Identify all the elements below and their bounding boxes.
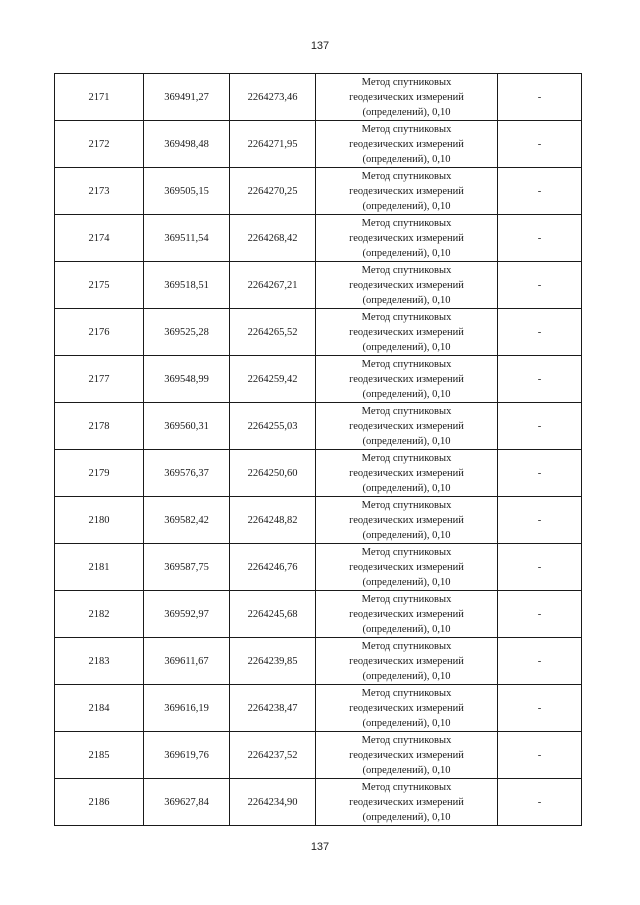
method-line-1: Метод спутниковых xyxy=(361,123,452,135)
note-cell: - xyxy=(498,262,582,309)
y-coordinate-cell: 2264246,76 xyxy=(230,544,316,591)
method-line-1: Метод спутниковых xyxy=(361,781,452,793)
method-line-2: геодезических измерений xyxy=(349,138,464,150)
method-line-1: Метод спутниковых xyxy=(361,264,452,276)
method-line-1: Метод спутниковых xyxy=(361,311,452,323)
point-number-cell: 2181 xyxy=(55,544,144,591)
method-line-2: геодезических измерений xyxy=(349,420,464,432)
method-line-2: геодезических измерений xyxy=(349,561,464,573)
table-row xyxy=(55,215,582,262)
point-number-cell: 2174 xyxy=(55,215,144,262)
table-row xyxy=(55,121,582,168)
y-coordinate-cell: 2264250,60 xyxy=(230,450,316,497)
note-cell: - xyxy=(498,215,582,262)
point-number-cell: 2176 xyxy=(55,309,144,356)
method-line-1: Метод спутниковых xyxy=(361,499,452,511)
point-number-cell: 2175 xyxy=(55,262,144,309)
method-line-3: (определений), 0,10 xyxy=(362,200,451,212)
y-coordinate-cell: 2264248,82 xyxy=(230,497,316,544)
note-cell: - xyxy=(498,779,582,826)
method-line-3: (определений), 0,10 xyxy=(362,106,451,118)
method-line-1: Метод спутниковых xyxy=(361,452,452,464)
method-line-3: (определений), 0,10 xyxy=(362,811,451,823)
method-line-1: Метод спутниковых xyxy=(361,405,452,417)
method-cell xyxy=(316,356,498,403)
x-coordinate-cell: 369611,67 xyxy=(144,638,230,685)
method-cell xyxy=(316,262,498,309)
method-cell xyxy=(316,544,498,591)
method-cell xyxy=(316,215,498,262)
y-coordinate-cell: 2264268,42 xyxy=(230,215,316,262)
point-number-cell: 2186 xyxy=(55,779,144,826)
method-line-1: Метод спутниковых xyxy=(361,546,452,558)
point-number-cell: 2184 xyxy=(55,685,144,732)
method-cell xyxy=(316,309,498,356)
method-line-3: (определений), 0,10 xyxy=(362,576,451,588)
table-row xyxy=(55,544,582,591)
x-coordinate-cell: 369627,84 xyxy=(144,779,230,826)
method-cell xyxy=(316,121,498,168)
note-cell: - xyxy=(498,685,582,732)
method-line-1: Метод спутниковых xyxy=(361,76,452,88)
method-line-2: геодезических измерений xyxy=(349,232,464,244)
table-row xyxy=(55,309,582,356)
method-line-2: геодезических измерений xyxy=(349,796,464,808)
method-line-1: Метод спутниковых xyxy=(361,593,452,605)
point-number-cell: 2177 xyxy=(55,356,144,403)
x-coordinate-cell: 369511,54 xyxy=(144,215,230,262)
point-number-cell: 2180 xyxy=(55,497,144,544)
note-cell: - xyxy=(498,121,582,168)
method-line-2: геодезических измерений xyxy=(349,373,464,385)
method-line-2: геодезических измерений xyxy=(349,279,464,291)
note-cell: - xyxy=(498,497,582,544)
method-cell xyxy=(316,403,498,450)
y-coordinate-cell: 2264234,90 xyxy=(230,779,316,826)
method-line-2: геодезических измерений xyxy=(349,514,464,526)
method-cell xyxy=(316,638,498,685)
method-line-2: геодезических измерений xyxy=(349,326,464,338)
table-row xyxy=(55,74,582,121)
y-coordinate-cell: 2264245,68 xyxy=(230,591,316,638)
method-line-1: Метод спутниковых xyxy=(361,217,452,229)
method-line-1: Метод спутниковых xyxy=(361,687,452,699)
point-number-cell: 2178 xyxy=(55,403,144,450)
point-number-cell: 2183 xyxy=(55,638,144,685)
page-number-bottom: 137 xyxy=(310,841,330,853)
x-coordinate-cell: 369548,99 xyxy=(144,356,230,403)
table-row xyxy=(55,779,582,826)
method-line-3: (определений), 0,10 xyxy=(362,341,451,353)
y-coordinate-cell: 2264237,52 xyxy=(230,732,316,779)
method-cell xyxy=(316,168,498,215)
method-cell xyxy=(316,779,498,826)
method-line-2: геодезических измерений xyxy=(349,467,464,479)
x-coordinate-cell: 369518,51 xyxy=(144,262,230,309)
table-row xyxy=(55,591,582,638)
method-line-2: геодезических измерений xyxy=(349,655,464,667)
note-cell: - xyxy=(498,74,582,121)
method-line-3: (определений), 0,10 xyxy=(362,294,451,306)
x-coordinate-cell: 369491,27 xyxy=(144,74,230,121)
note-cell: - xyxy=(498,450,582,497)
x-coordinate-cell: 369576,37 xyxy=(144,450,230,497)
method-cell xyxy=(316,497,498,544)
coordinates-table xyxy=(54,73,582,826)
note-cell: - xyxy=(498,591,582,638)
note-cell: - xyxy=(498,309,582,356)
method-line-2: геодезических измерений xyxy=(349,608,464,620)
x-coordinate-cell: 369592,97 xyxy=(144,591,230,638)
method-line-2: геодезических измерений xyxy=(349,749,464,761)
method-line-3: (определений), 0,10 xyxy=(362,153,451,165)
y-coordinate-cell: 2264238,47 xyxy=(230,685,316,732)
method-cell xyxy=(316,74,498,121)
method-line-3: (определений), 0,10 xyxy=(362,482,451,494)
method-line-2: геодезических измерений xyxy=(349,91,464,103)
point-number-cell: 2173 xyxy=(55,168,144,215)
method-line-1: Метод спутниковых xyxy=(361,170,452,182)
method-line-3: (определений), 0,10 xyxy=(362,764,451,776)
method-line-3: (определений), 0,10 xyxy=(362,529,451,541)
method-cell xyxy=(316,450,498,497)
method-line-2: геодезических измерений xyxy=(349,702,464,714)
method-cell xyxy=(316,591,498,638)
y-coordinate-cell: 2264259,42 xyxy=(230,356,316,403)
method-line-3: (определений), 0,10 xyxy=(362,670,451,682)
page-number-top: 137 xyxy=(310,40,330,52)
x-coordinate-cell: 369505,15 xyxy=(144,168,230,215)
table-row xyxy=(55,450,582,497)
method-line-2: геодезических измерений xyxy=(349,185,464,197)
table-row xyxy=(55,356,582,403)
coordinates-table-body xyxy=(55,74,582,826)
method-line-1: Метод спутниковых xyxy=(361,734,452,746)
point-number-cell: 2179 xyxy=(55,450,144,497)
method-cell xyxy=(316,732,498,779)
point-number-cell: 2182 xyxy=(55,591,144,638)
method-line-3: (определений), 0,10 xyxy=(362,717,451,729)
note-cell: - xyxy=(498,403,582,450)
y-coordinate-cell: 2264270,25 xyxy=(230,168,316,215)
y-coordinate-cell: 2264239,85 xyxy=(230,638,316,685)
note-cell: - xyxy=(498,356,582,403)
note-cell: - xyxy=(498,544,582,591)
table-row xyxy=(55,685,582,732)
method-line-3: (определений), 0,10 xyxy=(362,435,451,447)
x-coordinate-cell: 369525,28 xyxy=(144,309,230,356)
method-cell xyxy=(316,685,498,732)
y-coordinate-cell: 2264273,46 xyxy=(230,74,316,121)
x-coordinate-cell: 369619,76 xyxy=(144,732,230,779)
table-row xyxy=(55,262,582,309)
table-row xyxy=(55,638,582,685)
method-line-1: Метод спутниковых xyxy=(361,358,452,370)
table-row xyxy=(55,732,582,779)
y-coordinate-cell: 2264267,21 xyxy=(230,262,316,309)
note-cell: - xyxy=(498,168,582,215)
point-number-cell: 2171 xyxy=(55,74,144,121)
y-coordinate-cell: 2264271,95 xyxy=(230,121,316,168)
table-row xyxy=(55,497,582,544)
x-coordinate-cell: 369587,75 xyxy=(144,544,230,591)
x-coordinate-cell: 369498,48 xyxy=(144,121,230,168)
method-line-3: (определений), 0,10 xyxy=(362,623,451,635)
note-cell: - xyxy=(498,732,582,779)
note-cell: - xyxy=(498,638,582,685)
x-coordinate-cell: 369616,19 xyxy=(144,685,230,732)
y-coordinate-cell: 2264255,03 xyxy=(230,403,316,450)
point-number-cell: 2185 xyxy=(55,732,144,779)
x-coordinate-cell: 369560,31 xyxy=(144,403,230,450)
method-line-1: Метод спутниковых xyxy=(361,640,452,652)
table-row xyxy=(55,403,582,450)
table-row xyxy=(55,168,582,215)
y-coordinate-cell: 2264265,52 xyxy=(230,309,316,356)
method-line-3: (определений), 0,10 xyxy=(362,247,451,259)
method-line-3: (определений), 0,10 xyxy=(362,388,451,400)
x-coordinate-cell: 369582,42 xyxy=(144,497,230,544)
point-number-cell: 2172 xyxy=(55,121,144,168)
